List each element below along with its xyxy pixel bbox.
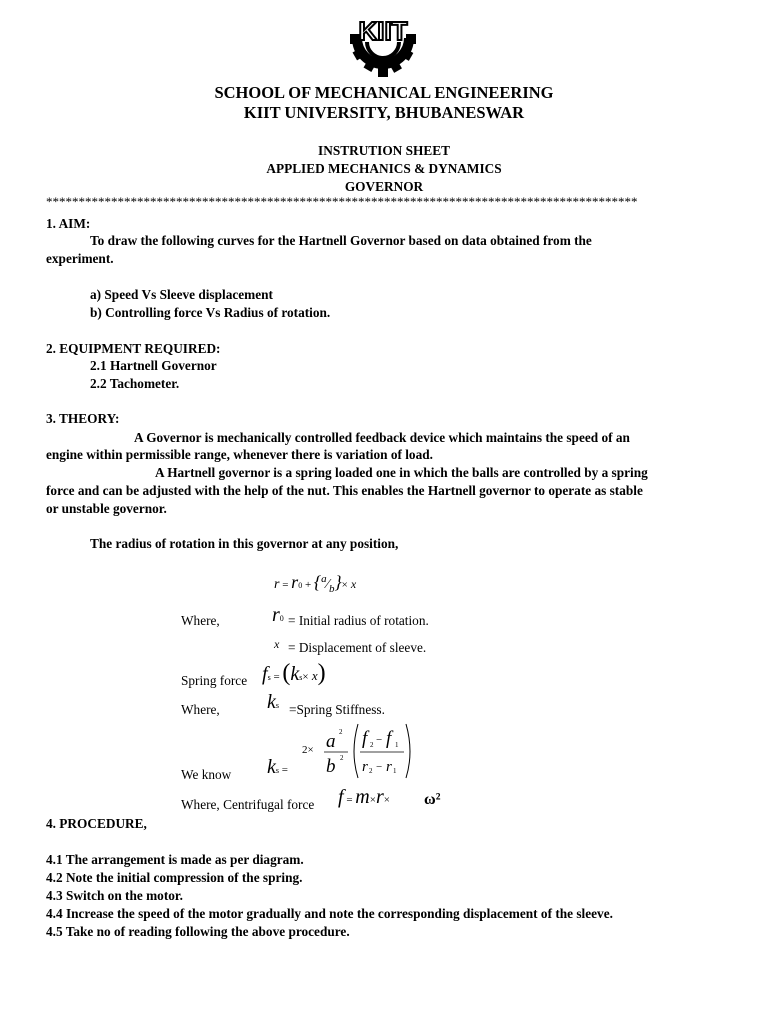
svg-text:2: 2 [370, 741, 374, 749]
aim-text-line2: experiment. [46, 251, 114, 266]
equipment-item: 2.1 Hartnell Governor [90, 358, 217, 373]
svg-text:1: 1 [395, 741, 399, 749]
procedure-step: 4.2 Note the initial compression of the spring. [46, 870, 303, 885]
equipment-item: 2.2 Tachometer. [90, 376, 180, 391]
sheet-title: INSTRUTION SHEET [318, 143, 450, 158]
svg-text:b: b [326, 756, 336, 777]
aim-text-line1: To draw the following curves for the Hartnell Governor based on data obtained from the [90, 233, 592, 248]
formula-centrifugal: f = m×r× [338, 786, 390, 808]
omega-squared: ω² [424, 791, 441, 808]
ks-symbol: ks [267, 691, 280, 713]
svg-text:2: 2 [340, 754, 344, 762]
r0-symbol: r0 [272, 604, 284, 626]
x-definition: = Displacement of sleeve. [288, 640, 427, 655]
theory-p2-line1: A Hartnell governor is a spring loaded one in which the balls are controlled by a spring [155, 465, 648, 480]
svg-text:r: r [386, 759, 392, 775]
where-label: Where, [181, 613, 220, 628]
x-symbol: x [274, 637, 280, 651]
svg-text:2: 2 [339, 728, 343, 736]
subject-title: APPLIED MECHANICS & DYNAMICS [266, 161, 502, 176]
r0-definition: = Initial radius of rotation. [288, 613, 429, 628]
formula-ks [300, 720, 420, 780]
aim-heading: 1. AIM: [46, 216, 91, 231]
where-label: Where, [181, 702, 220, 717]
formula-radius: $r = r0 + \{^a⁄_b\}\times x$ [274, 572, 357, 595]
procedure-step: 4.5 Take no of reading following the above procedure. [46, 924, 350, 939]
ks-definition: =Spring Stiffness. [289, 702, 385, 717]
svg-text:f: f [386, 728, 392, 749]
svg-text:r: r [362, 759, 368, 775]
procedure-step: 4.4 Increase the speed of the motor gradually and note the corresponding displacement of the sleeve. [46, 906, 613, 921]
we-know-label: We know [181, 767, 232, 782]
aim-item: b) Controlling force Vs Radius of rotation. [90, 305, 331, 320]
university-title: KIIT UNIVERSITY, BHUBANESWAR [243, 103, 525, 122]
topic-title: GOVERNOR [344, 179, 424, 194]
spring-force-label: Spring force [181, 673, 248, 688]
theory-p2-line2: force and can be adjusted with the help of the nut. This enables the Hartnell governor to operate as stable [46, 483, 643, 498]
school-title: SCHOOL OF MECHANICAL ENGINEERING [214, 83, 554, 102]
svg-text:−: − [376, 761, 383, 773]
svg-text:1: 1 [393, 767, 397, 775]
svg-text:f: f [362, 728, 368, 749]
theory-heading: 3. THEORY: [46, 411, 120, 426]
radius-intro: The radius of rotation in this governor at any position, [90, 536, 399, 551]
svg-text:2×: 2× [302, 744, 314, 756]
logo-text: KIIT [358, 16, 408, 46]
logo [334, 12, 432, 82]
theory-p1-line1: A Governor is mechanically controlled feedback device which maintains the speed of an [134, 430, 630, 445]
gear-icon [334, 12, 432, 82]
procedure-step: 4.1 The arrangement is made as per diagram. [46, 852, 304, 867]
ks-lhs: ks = [267, 756, 288, 778]
svg-text:a: a [326, 731, 336, 752]
centrifugal-label: Where, Centrifugal force [181, 797, 315, 812]
aim-item: a) Speed Vs Sleeve displacement [90, 287, 273, 302]
star-divider: ******************************************************************************************* [46, 194, 638, 209]
theory-p2-line3: or unstable governor. [46, 501, 167, 516]
procedure-heading: 4. PROCEDURE, [46, 816, 147, 831]
equipment-heading: 2. EQUIPMENT REQUIRED: [46, 341, 221, 356]
svg-text:−: − [376, 734, 383, 746]
procedure-step: 4.3 Switch on the motor. [46, 888, 183, 903]
formula-spring-force: fs = (ks× x) [262, 660, 326, 686]
theory-p1-line2: engine within permissible range, whenever there is variation of load. [46, 447, 433, 462]
svg-text:2: 2 [369, 767, 373, 775]
